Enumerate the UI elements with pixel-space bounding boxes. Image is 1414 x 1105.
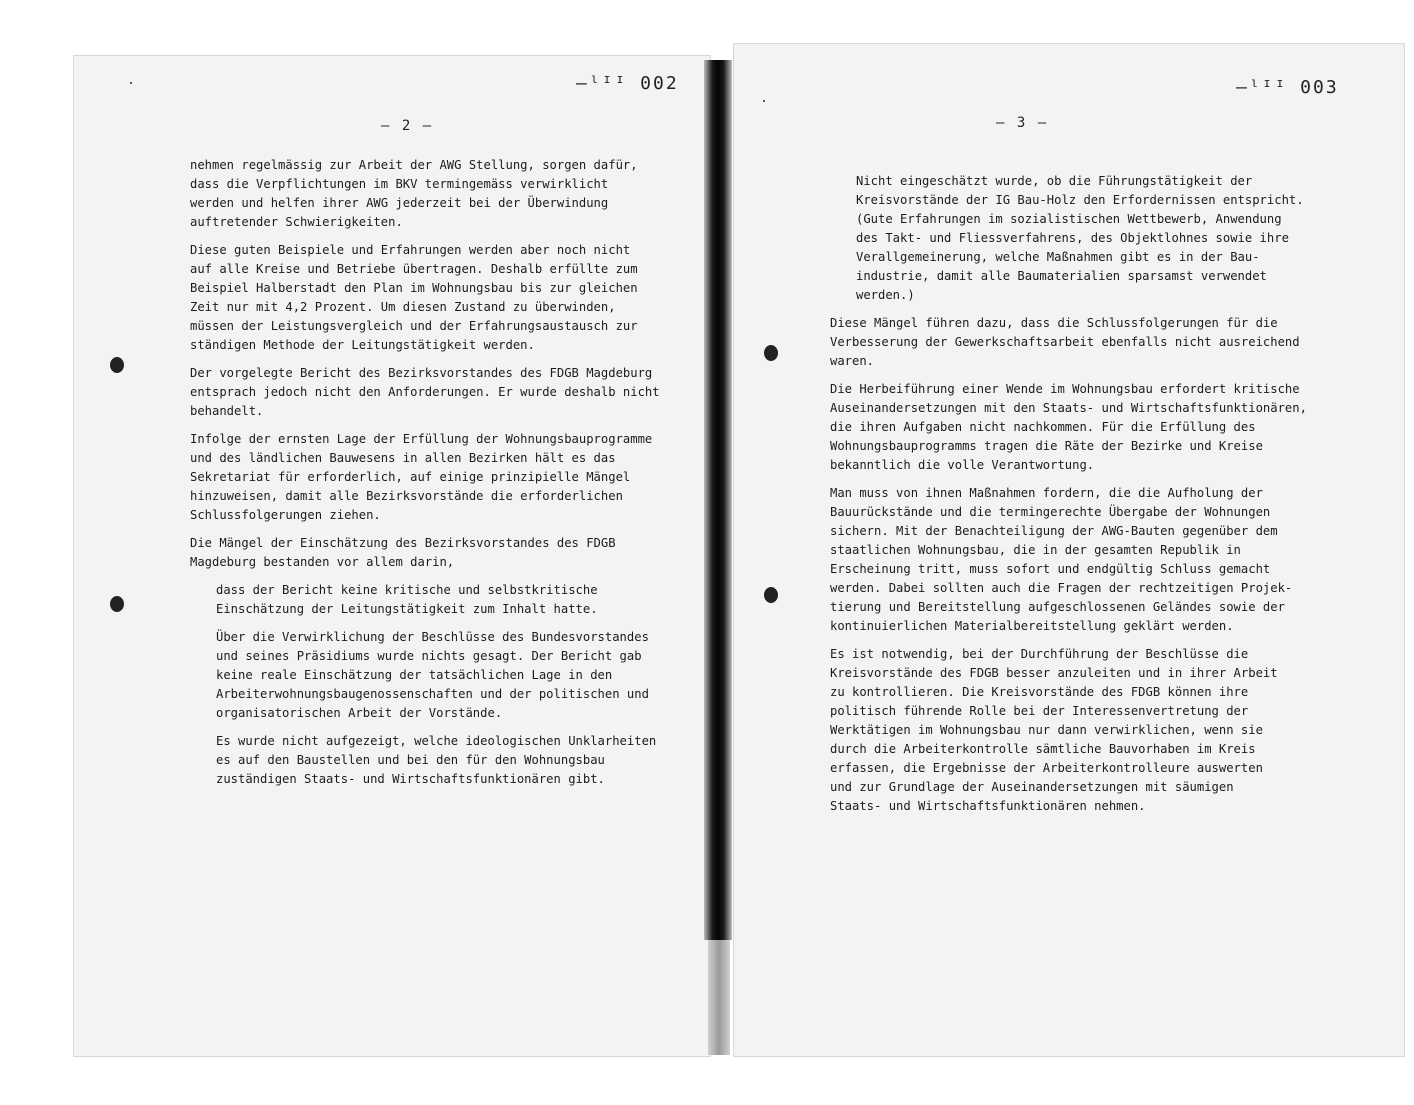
paragraph (830, 380, 1307, 475)
text-line: Einschätzung der Leitungstätigkeit zum Inhalt hatte. (216, 602, 598, 616)
text-line: auftretender Schwierigkeiten. (190, 215, 403, 229)
text-line: Diese guten Beispiele und Erfahrungen werden aber noch nicht (190, 243, 631, 257)
text-line: Die Mängel der Einschätzung des Bezirksvorstandes des FDGB (190, 536, 616, 550)
text-line: Wohnungsbauprogramms tragen die Räte der Bezirke und Kreise (830, 439, 1263, 453)
text-line: Magdeburg bestanden vor allem darin, (190, 555, 455, 569)
punch-hole (764, 345, 778, 361)
punch-hole (764, 587, 778, 603)
text-line: Bauurückstände und die termingerechte Übergabe der Wohnungen (830, 505, 1271, 519)
text-line: Kreisvorstände des FDGB besser anzuleiten und in ihrer Arbeit (830, 666, 1278, 680)
paragraph (190, 581, 660, 619)
text-line: waren. (830, 354, 875, 368)
text-line: die ihren Aufgaben nicht nachkommen. Für die Erfüllung des (830, 420, 1256, 434)
text-line: keine reale Einschätzung der tatsächlichen Lage in den (216, 668, 613, 682)
text-line: politisch führende Rolle bei der Interessenvertretung der (830, 704, 1249, 718)
text-line: Werktätigen im Wohnungsbau nur dann verwirklichen, wenn sie (830, 723, 1263, 737)
punch-hole (110, 357, 124, 373)
text-line: des Takt- und Fliessverfahrens, des Objektlohnes sowie ihre (856, 231, 1289, 245)
text-line: und des ländlichen Bauwesens in allen Bezirken hält es das (190, 451, 616, 465)
text-line: erfassen, die Ergebnisse der Arbeiterkontrolleure auswerten (830, 761, 1263, 775)
archive-number-right: —ˡᴵᴵ 003 (1236, 77, 1339, 98)
text-line: Infolge der ernsten Lage der Erfüllung der Wohnungsbauprogramme (190, 432, 653, 446)
text-line: Kreisvorstände der IG Bau-Holz den Erfordernissen entspricht. (856, 193, 1304, 207)
text-line: Sekretariat für erforderlich, auf einige prinzipielle Mängel (190, 470, 631, 484)
text-line: tierung und Bereitstellung aufgeschlossenen Geländes sowie der (830, 600, 1285, 614)
text-line: organisatorischen Arbeit der Vorstände. (216, 706, 503, 720)
text-line: staatlichen Wohnungsbau, die in der gesamten Republik in (830, 543, 1241, 557)
paragraph (830, 314, 1307, 371)
paragraph (190, 241, 660, 355)
text-line: behandelt. (190, 404, 264, 418)
text-line: Man muss von ihnen Maßnahmen fordern, die die Aufholung der (830, 486, 1263, 500)
page-number-right: – 3 – (996, 115, 1049, 131)
text-line: und zur Grundlage der Auseinandersetzungen mit säumigen (830, 780, 1234, 794)
text-line: zuständigen Staats- und Wirtschaftsfunktionären gibt. (216, 772, 605, 786)
text-line: werden.) (856, 288, 915, 302)
text-line: ständigen Methode der Leitungstätigkeit werden. (190, 338, 535, 352)
text-line: es auf den Baustellen und bei den für den Wohnungsbau (216, 753, 605, 767)
left-page-text (190, 156, 660, 798)
text-line: Zeit nur mit 4,2 Prozent. Um diesen Zustand zu überwinden, (190, 300, 616, 314)
text-line: Verallgemeinerung, welche Maßnahmen gibt es in der Bau- (856, 250, 1260, 264)
text-line: zu kontrollieren. Die Kreisvorstände des FDGB können ihre (830, 685, 1249, 699)
text-line: auf alle Kreise und Betriebe übertragen. Deshalb erfüllte zum (190, 262, 638, 276)
text-line: Erscheinung tritt, muss sofort und endgültig Schluss gemacht (830, 562, 1271, 576)
text-line: Der vorgelegte Bericht des Bezirksvorstandes des FDGB Magdeburg (190, 366, 653, 380)
text-line: industrie, damit alle Baumaterialien sparsamst verwendet (856, 269, 1267, 283)
text-line: dass die Verpflichtungen im BKV termingemäss verwirklicht (190, 177, 609, 191)
text-line: werden. Dabei sollten auch die Fragen der rechtzeitigen Projek- (830, 581, 1293, 595)
book-binding-lower (708, 940, 730, 1055)
paragraph (830, 172, 1307, 305)
right-page-text (830, 172, 1307, 825)
text-line: (Gute Erfahrungen im sozialistischen Wettbewerb, Anwendung (856, 212, 1282, 226)
text-line: durch die Arbeiterkontrolle sämtliche Bauvorhaben im Kreis (830, 742, 1256, 756)
text-line: Die Herbeiführung einer Wende im Wohnungsbau erfordert kritische (830, 382, 1300, 396)
paragraph (830, 645, 1307, 816)
text-line: sichern. Mit der Benachteiligung der AWG-Bauten gegenüber dem (830, 524, 1278, 538)
text-line: Es ist notwendig, bei der Durchführung der Beschlüsse die (830, 647, 1249, 661)
paragraph (190, 430, 660, 525)
text-line: entsprach jedoch nicht den Anforderungen. Er wurde deshalb nicht (190, 385, 660, 399)
text-line: nehmen regelmässig zur Arbeit der AWG Stellung, sorgen dafür, (190, 158, 638, 172)
text-line: Es wurde nicht aufgezeigt, welche ideologischen Unklarheiten (216, 734, 657, 748)
text-line: Schlussfolgerungen ziehen. (190, 508, 381, 522)
text-line: Beispiel Halberstadt den Plan im Wohnungsbau bis zur gleichen (190, 281, 638, 295)
text-line: werden und helfen ihrer AWG jederzeit bei der Überwindung (190, 196, 609, 210)
text-line: müssen der Leistungsvergleich und der Erfahrungsaustausch zur (190, 319, 638, 333)
page-number-left: – 2 – (381, 118, 434, 134)
archive-number-left: —ˡᴵᴵ 002 (576, 73, 679, 94)
paragraph (190, 534, 660, 572)
text-line: Auseinandersetzungen mit den Staats- und Wirtschaftsfunktionären, (830, 401, 1307, 415)
paragraph (190, 628, 660, 723)
paragraph (190, 732, 660, 789)
text-line: und seines Präsidiums wurde nichts gesagt. Der Bericht gab (216, 649, 642, 663)
paragraph (190, 364, 660, 421)
text-line: Arbeiterwohnungsbaugenossenschaften und der politischen und (216, 687, 649, 701)
text-line: dass der Bericht keine kritische und selbstkritische (216, 583, 598, 597)
text-line: Verbesserung der Gewerkschaftsarbeit ebenfalls nicht ausreichend (830, 335, 1300, 349)
text-line: hinzuweisen, damit alle Bezirksvorstände die erforderlichen (190, 489, 623, 503)
punch-hole (110, 596, 124, 612)
text-line: Über die Verwirklichung der Beschlüsse des Bundesvorstandes (216, 630, 649, 644)
text-line: kontinuierlichen Materialbereitstellung geklärt werden. (830, 619, 1234, 633)
text-line: Diese Mängel führen dazu, dass die Schlussfolgerungen für die (830, 316, 1278, 330)
text-line: Nicht eingeschätzt wurde, ob die Führungstätigkeit der (856, 174, 1253, 188)
text-line: bekanntlich die volle Verantwortung. (830, 458, 1095, 472)
book-binding (704, 60, 732, 940)
paragraph (830, 484, 1307, 636)
paragraph (190, 156, 660, 232)
text-line: Staats- und Wirtschaftsfunktionären nehmen. (830, 799, 1146, 813)
